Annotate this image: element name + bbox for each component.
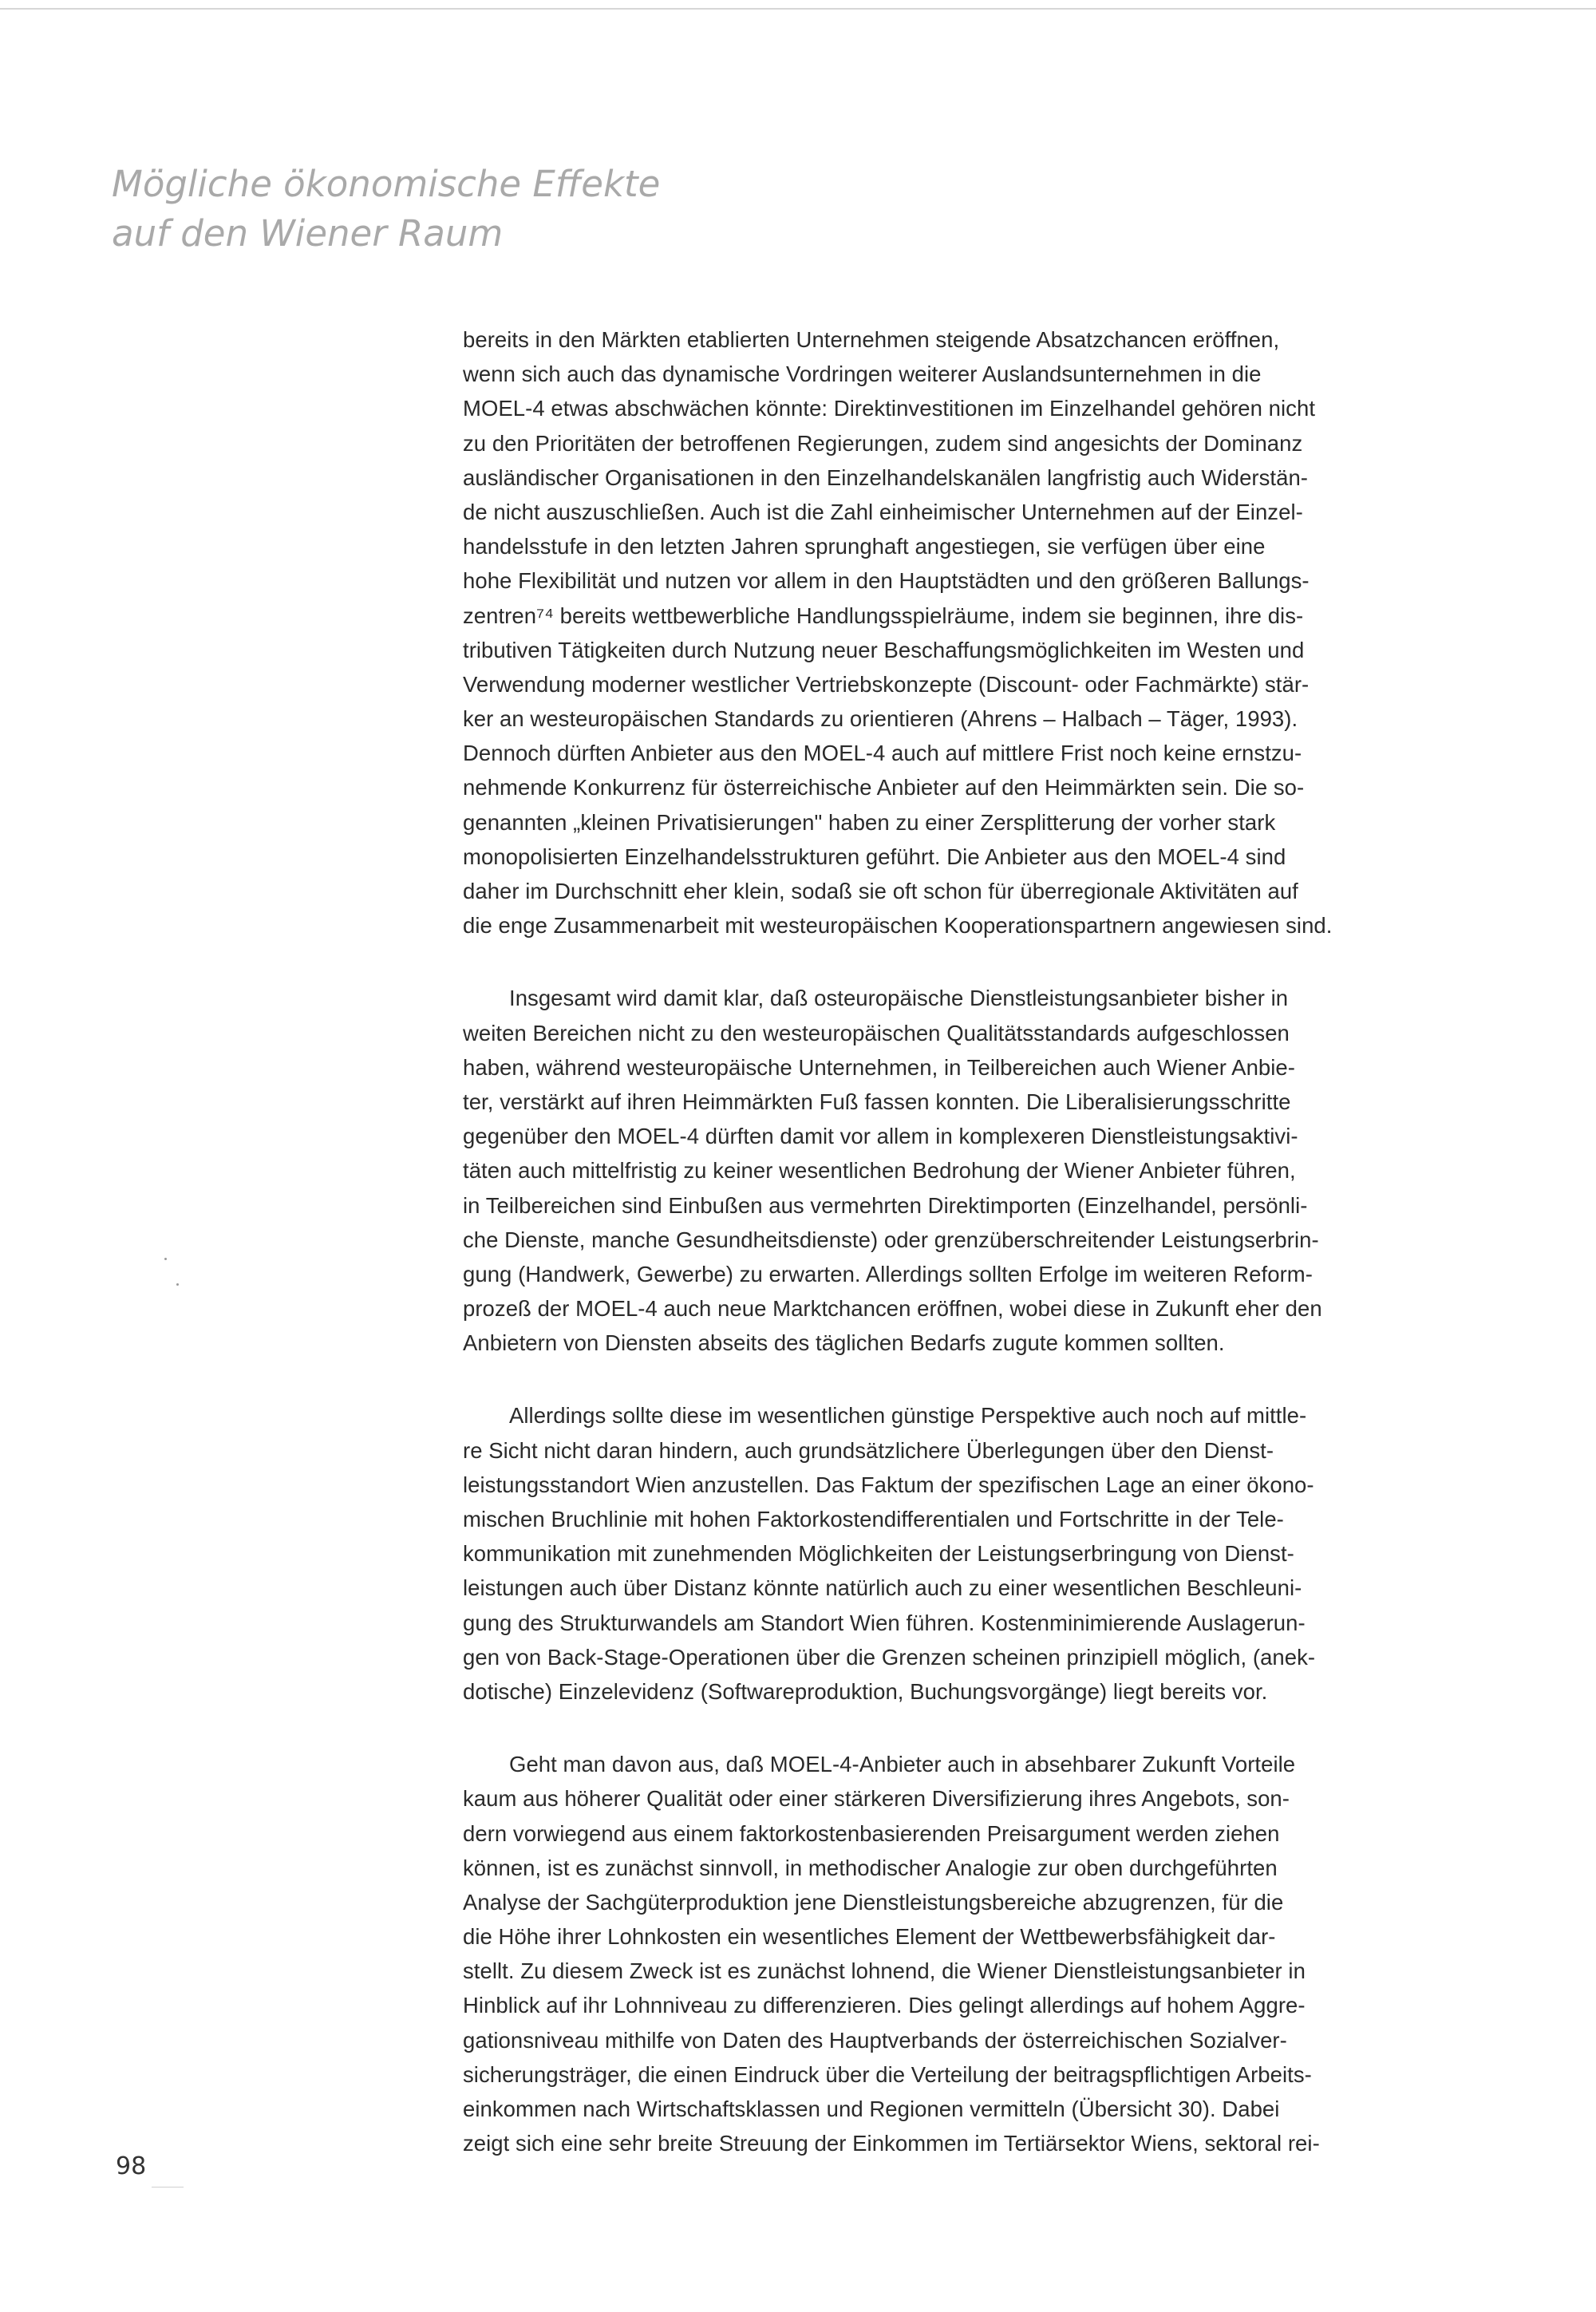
- text-line: gung des Strukturwandels am Standort Wien führen. Kostenminimierende Auslagerun-: [463, 1610, 1306, 1635]
- text-line: kaum aus höherer Qualität oder einer stärkeren Diversifizierung ihres Angebots, son-: [463, 1786, 1290, 1812]
- text-line: gationsniveau mithilfe von Daten des Hauptverbands der österreichischen Sozialver-: [463, 2027, 1287, 2053]
- text-line: stellt. Zu diesem Zweck ist es zunächst lohnend, die Wiener Dienstleistungsanbieter in: [463, 1958, 1306, 1984]
- text-line: ausländischer Organisationen in den Einzelhandelskanälen langfristig auch Widerstän-: [463, 464, 1309, 490]
- text-line: monopolisierten Einzelhandelsstrukturen geführt. Die Anbieter aus den MOEL-4 sind: [463, 844, 1286, 869]
- text-line: tributiven Tätigkeiten durch Nutzung neuer Beschaffungsmöglichkeiten im Westen und: [463, 637, 1305, 662]
- text-line: bereits in den Märkten etablierten Unternehmen steigende Absatzchancen eröffnen,: [463, 327, 1280, 352]
- text-line: leistungen auch über Distanz könnte natürlich auch zu einer wesentlichen Beschleuni-: [463, 1575, 1302, 1601]
- text-line: daher im Durchschnitt eher klein, sodaß sie oft schon für überregionale Aktivitäten auf: [463, 879, 1298, 903]
- text-line: täten auch mittelfristig zu keiner wesentlichen Bedrohung der Wiener Anbieter führen,: [463, 1158, 1296, 1184]
- text-line: prozeß der MOEL-4 auch neue Marktchancen eröffnen, wobei diese in Zukunft eher den: [463, 1296, 1322, 1322]
- paragraph: [463, 322, 1400, 943]
- text-line: MOEL-4 etwas abschwächen könnte: Direktinvestitionen im Einzelhandel gehören nicht: [463, 396, 1316, 421]
- text-line: Analyse der Sachgüterproduktion jene Dienstleistungsbereiche abzugrenzen, für die: [463, 1889, 1284, 1915]
- text-line: kommunikation mit zunehmenden Möglichkeiten der Leistungserbringung von Dienst-: [463, 1541, 1294, 1567]
- page-number-rule: [152, 2187, 184, 2188]
- text-line: de nicht auszuschließen. Auch ist die Zahl einheimischer Unternehmen auf der Einzel-: [463, 499, 1303, 524]
- text-line: gen von Back-Stage-Operationen über die Grenzen scheinen prinzipiell möglich, (anek-: [463, 1644, 1316, 1670]
- text-line: Insgesamt wird damit klar, daß osteuropäische Dienstleistungsanbieter bisher in: [509, 986, 1289, 1011]
- paragraph: [463, 981, 1400, 1360]
- text-line: in Teilbereichen sind Einbußen aus vermehrten Direktimporten (Einzelhandel, persönli-: [463, 1192, 1308, 1218]
- text-line: weiten Bereichen nicht zu den westeuropäischen Qualitätsstandards aufgeschlossen: [463, 1020, 1290, 1045]
- text-line: Verwendung moderner westlicher Vertriebskonzepte (Discount- oder Fachmärkte) stär-: [463, 671, 1310, 697]
- page-number: 98: [116, 2152, 147, 2180]
- text-line: ter, verstärkt auf ihren Heimmärkten Fuß fassen konnten. Die Liberalisierungsschritte: [463, 1089, 1291, 1114]
- scan-speck: [164, 1258, 167, 1260]
- text-line: Anbietern von Diensten abseits des täglichen Bedarfs zugute kommen sollten.: [463, 1330, 1225, 1356]
- body-text: [463, 322, 1400, 2160]
- scan-speck: [176, 1283, 179, 1286]
- text-line: dotische) Einzelevidenz (Softwareproduktion, Buchungsvorgänge) liegt bereits vor.: [463, 1678, 1268, 1704]
- section-heading-line-1: Mögliche ökonomische Effekte: [112, 163, 661, 205]
- text-line: che Dienste, manche Gesundheitsdienste) oder grenzüberschreitender Leistungserbrin-: [463, 1227, 1319, 1252]
- text-line: haben, während westeuropäische Unternehmen, in Teilbereichen auch Wiener Anbie-: [463, 1054, 1295, 1080]
- text-line: Geht man davon aus, daß MOEL-4-Anbieter auch in absehbarer Zukunft Vorteile: [509, 1752, 1296, 1777]
- text-line: ker an westeuropäischen Standards zu orientieren (Ahrens – Halbach – Täger, 1993).: [463, 706, 1298, 732]
- text-line: zu den Prioritäten der betroffenen Regierungen, zudem sind angesichts der Dominanz: [463, 430, 1303, 456]
- text-line: gegenüber den MOEL-4 dürften damit vor allem in komplexeren Dienstleistungsaktivi-: [463, 1124, 1298, 1149]
- text-line: einkommen nach Wirtschaftsklassen und Regionen vermitteln (Übersicht 30). Dabei: [463, 2097, 1280, 2121]
- section-heading-line-2: auf den Wiener Raum: [112, 212, 504, 255]
- text-line: sicherungsträger, die einen Eindruck über die Verteilung der beitragspflichtigen Arbeits-: [463, 2061, 1312, 2087]
- text-line: zentren⁷⁴ bereits wettbewerbliche Handlungsspielräume, indem sie beginnen, ihre dis-: [463, 603, 1304, 628]
- text-line: gung (Handwerk, Gewerbe) zu erwarten. Allerdings sollten Erfolge im weiteren Reform-: [463, 1261, 1313, 1286]
- top-rule: [0, 8, 1596, 10]
- text-line: die Höhe ihrer Lohnkosten ein wesentliches Element der Wettbewerbsfähigkeit dar-: [463, 1924, 1276, 1950]
- text-line: Dennoch dürften Anbieter aus den MOEL-4 auch auf mittlere Frist noch keine ernstzu-: [463, 741, 1302, 766]
- text-line: dern vorwiegend aus einem faktorkostenbasierenden Preisargument werden ziehen: [463, 1820, 1280, 1846]
- text-line: leistungsstandort Wien anzustellen. Das Faktum der spezifischen Lage an einer ökono-: [463, 1472, 1314, 1497]
- paragraph: [463, 1747, 1400, 2160]
- paragraph: [463, 1398, 1400, 1709]
- text-line: wenn sich auch das dynamische Vordringen weiterer Auslandsunternehmen in die: [463, 362, 1262, 387]
- text-line: zeigt sich eine sehr breite Streuung der Einkommen im Tertiärsektor Wiens, sektoral rei-: [463, 2131, 1320, 2156]
- text-line: die enge Zusammenarbeit mit westeuropäischen Kooperationspartnern angewiesen sind.: [463, 913, 1333, 939]
- text-line: können, ist es zunächst sinnvoll, in methodischer Analogie zur oben durchgeführten: [463, 1855, 1278, 1880]
- text-line: handelsstufe in den letzten Jahren sprunghaft angestiegen, sie verfügen über eine: [463, 534, 1266, 559]
- text-line: nehmende Konkurrenz für österreichische Anbieter auf den Heimmärkten sein. Die so-: [463, 775, 1305, 800]
- section-heading: [112, 160, 750, 259]
- text-line: Allerdings sollte diese im wesentlichen günstige Perspektive auch noch auf mittle-: [509, 1403, 1307, 1429]
- text-line: mischen Bruchlinie mit hohen Faktorkostendifferentialen und Fortschritte in der Tele-: [463, 1507, 1284, 1531]
- text-line: Hinblick auf ihr Lohnniveau zu differenzieren. Dies gelingt allerdings auf hohem Aggre-: [463, 1993, 1306, 2018]
- text-line: re Sicht nicht daran hindern, auch grundsätzlichere Überlegungen über den Dienst-: [463, 1437, 1274, 1463]
- text-line: hohe Flexibilität und nutzen vor allem in den Hauptstädten und den größeren Ballungs-: [463, 568, 1310, 594]
- text-line: genannten „kleinen Privatisierungen" haben zu einer Zersplitterung der vorher stark: [463, 809, 1276, 835]
